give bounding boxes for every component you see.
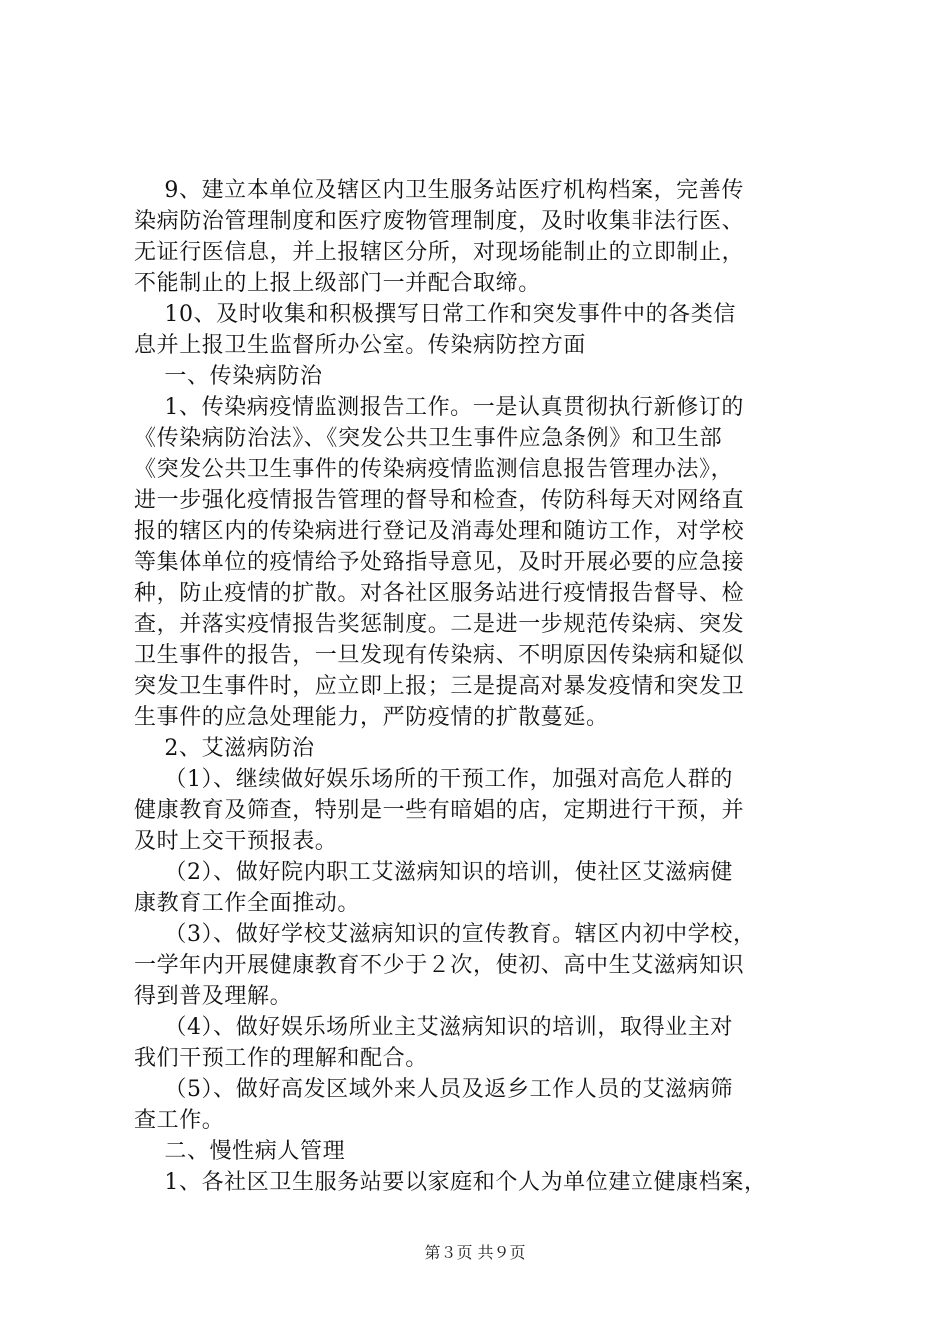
text-line: 生事件的应急处理能力，严防疫情的扩散蔓延。 (134, 705, 609, 730)
page-footer: 第３页 共９页 (424, 1243, 526, 1262)
text-line: 9、建立本单位及辖区内卫生服务站医疗机构档案，完善传 (134, 178, 744, 203)
text-line: 10、及时收集和积极撰写日常工作和突发事件中的各类信 (134, 302, 736, 327)
text-line: 进一步强化疫情报告管理的督导和检查，传防科每天对网络直 (134, 488, 745, 513)
text-line: 2、艾滋病防治 (134, 736, 315, 761)
text-line: 1、传染病疫情监测报告工作。一是认真贯彻执行新修订的 (134, 395, 744, 420)
text-line: 及时上交干预报表。 (134, 829, 338, 854)
text-line: 种，防止疫情的扩散。对各社区服务站进行疫情报告督导、检 (134, 581, 745, 606)
text-line: （1）、继续做好娱乐场所的干预工作，加强对高危人群的 (134, 767, 733, 792)
text-line: 二、慢性病人管理 (134, 1139, 346, 1164)
text-line: 康教育工作全面推动。 (134, 891, 361, 916)
text-line: 得到普及理解。 (134, 984, 293, 1009)
text-line: 染病防治管理制度和医疗废物管理制度，及时收集非法行医、 (134, 209, 745, 234)
text-line: 查，并落实疫情报告奖惩制度。二是进一步规范传染病、突发 (134, 612, 745, 637)
text-line: 息并上报卫生监督所办公室。传染病防控方面 (134, 333, 587, 358)
text-line: （4）、做好娱乐场所业主艾滋病知识的培训，取得业主对 (134, 1015, 733, 1040)
text-line: （3）、做好学校艾滋病知识的宣传教育。辖区内初中学校， (134, 922, 756, 947)
text-line: 卫生事件的报告，一旦发现有传染病、不明原因传染病和疑似 (134, 643, 745, 668)
text-line: 1、各社区卫生服务站要以家庭和个人为单位建立健康档案， (134, 1170, 767, 1195)
text-line: 健康教育及筛查，特别是一些有暗娼的店，定期进行干预，并 (134, 798, 745, 823)
text-line: 不能制止的上报上级部门一并配合取缔。 (134, 271, 541, 296)
text-line: 一、传染病防治 (134, 364, 323, 389)
text-line: 我们干预工作的理解和配合。 (134, 1046, 428, 1071)
text-line: 突发卫生事件时，应立即上报；三是提高对暴发疫情和突发卫 (134, 674, 745, 699)
text-line: （5）、做好高发区域外来人员及返乡工作人员的艾滋病筛 (134, 1077, 733, 1102)
document-body (134, 175, 834, 1198)
text-line: 《传染病防治法》、《突发公共卫生事件应急条例》和卫生部 (134, 426, 723, 451)
text-line: 查工作。 (134, 1108, 225, 1133)
text-line: 无证行医信息，并上报辖区分所，对现场能制止的立即制止， (134, 240, 745, 265)
text-line: 报的辖区内的传染病进行登记及消毒处理和随访工作，对学校 (134, 519, 745, 544)
text-line: 等集体单位的疫情给予处臵指导意见，及时开展必要的应急接 (134, 550, 745, 575)
text-line: 一学年内开展健康教育不少于２次，使初、高中生艾滋病知识 (134, 953, 745, 978)
text-line: （2）、做好院内职工艾滋病知识的培训，使社区艾滋病健 (134, 860, 733, 885)
text-line: 《突发公共卫生事件的传染病疫情监测信息报告管理办法》， (134, 457, 734, 482)
